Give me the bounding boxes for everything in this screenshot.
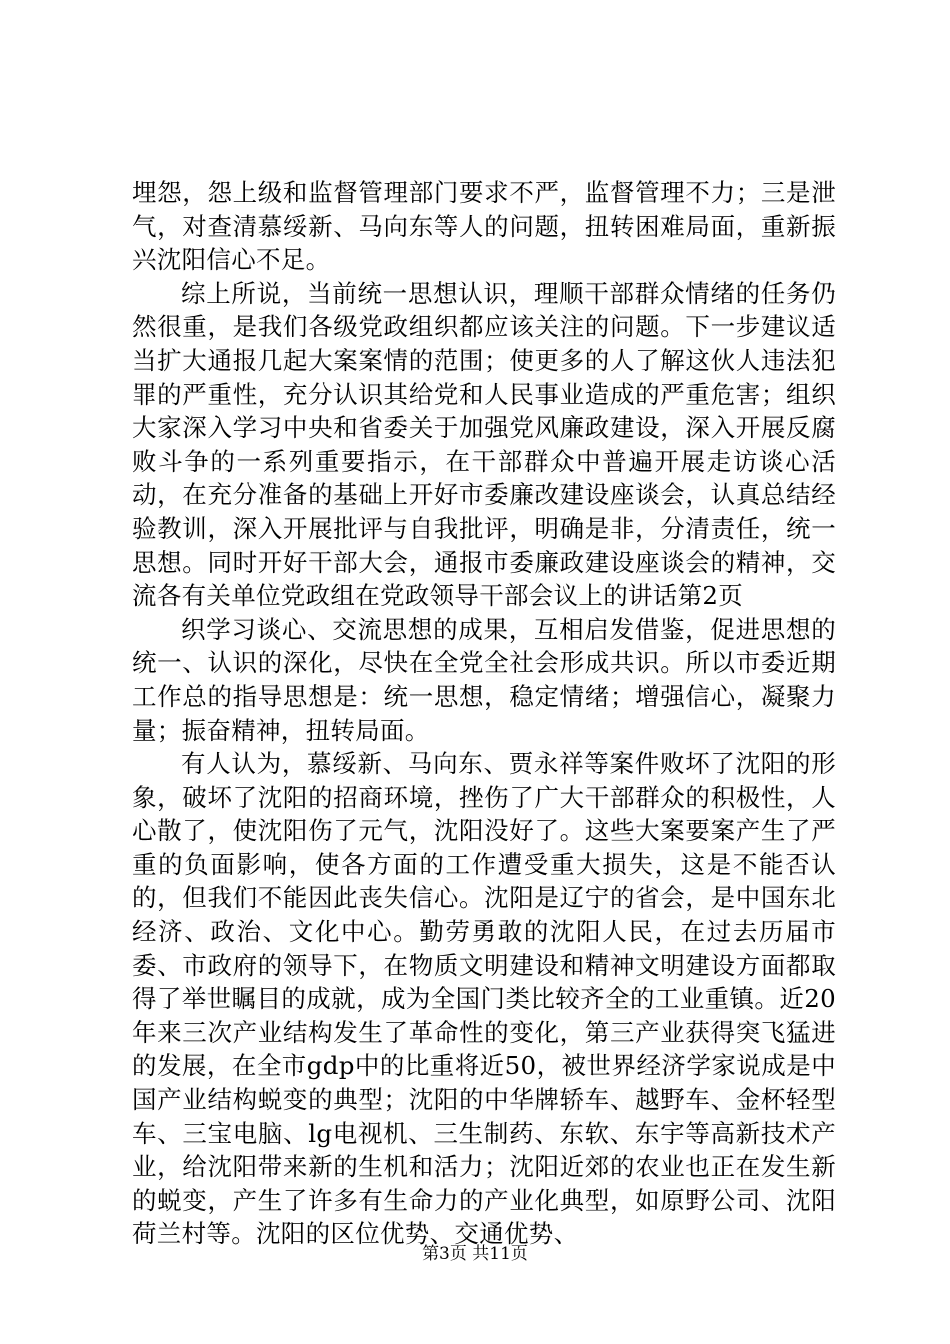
document-body — [132, 176, 836, 1251]
page-footer: 第3页 共11页 — [422, 1244, 528, 1264]
paragraph-summary: 综上所说，当前统一思想认识，理顺干部群众情绪的任务仍然很重，是我们各级党政组织都应该关注的问题。下一步建议适当扩大通报几起大案案情的范围；使更多的人了解这伙人违法犯罪的严重性，充分认识其给党和人民事业造成的严重危害；组织大家深入学习中央和省委关于加强党风廉政建设，深入开展反腐败斗争的一系列重要指示，在干部群众中普遍开展走访谈心活动，在充分准备的基础上开好市委廉改建设座谈会，认真总结经验教训，深入开展批评与自我批评，明确是非，分清责任，统一思想。同时开好干部大会，通报市委廉政建设座谈会的精神，交流各有关单位党政组在党政领导干部会议上的讲话第2页 — [132, 278, 836, 611]
paragraph-continuation: 埋怨，怨上级和监督管理部门要求不严，监督管理不力；三是泄气，对查清慕绥新、马向东等人的问题，扭转困难局面，重新振兴沈阳信心不足。 — [132, 178, 836, 275]
paragraph-shenyang: 有人认为，慕绥新、马向东、贾永祥等案件败坏了沈阳的形象，破坏了沈阳的招商环境，挫伤了广大干部群众的积极性，人心散了，使沈阳伤了元气，沈阳没好了。这些大案要案产生了严重的负面影响，使各方面的工作遭受重大损失，这是不能否认的，但我们不能因此丧失信心。沈阳是辽宁的省会，是中国东北经济、政治、文化中心。勤劳勇敢的沈阳人民，在过去历届市委、市政府的领导下，在物质文明建设和精神文明建设方面都取得了举世瞩目的成就，成为全国门类比较齐全的工业重镇。近20年来三次产业结构发生了革命性的变化，第三产业获得突飞猛进的发展，在全市gdp中的比重将近50，被世界经济学家说成是中国产业结构蜕变的典型；沈阳的中华牌轿车、越野车、金杯轻型车、三宝电脑、lg电视机、三生制药、东软、东宇等高新技术产业，给沈阳带来新的生机和活力；沈阳近郊的农业也正在发生新的蜕变，产生了许多有生命力的产业化典型，如原野公司、沈阳荷兰村等。沈阳的区位优势、交通优势、 — [132, 749, 836, 1249]
paragraph-guiding-thought: 织学习谈心、交流思想的成果，互相启发借鉴，促进思想的统一、认识的深化，尽快在全党全社会形成共识。所以市委近期工作总的指导思想是：统一思想，稳定情绪；增强信心，凝聚力量；振奋精神，扭转局面。 — [132, 614, 836, 745]
